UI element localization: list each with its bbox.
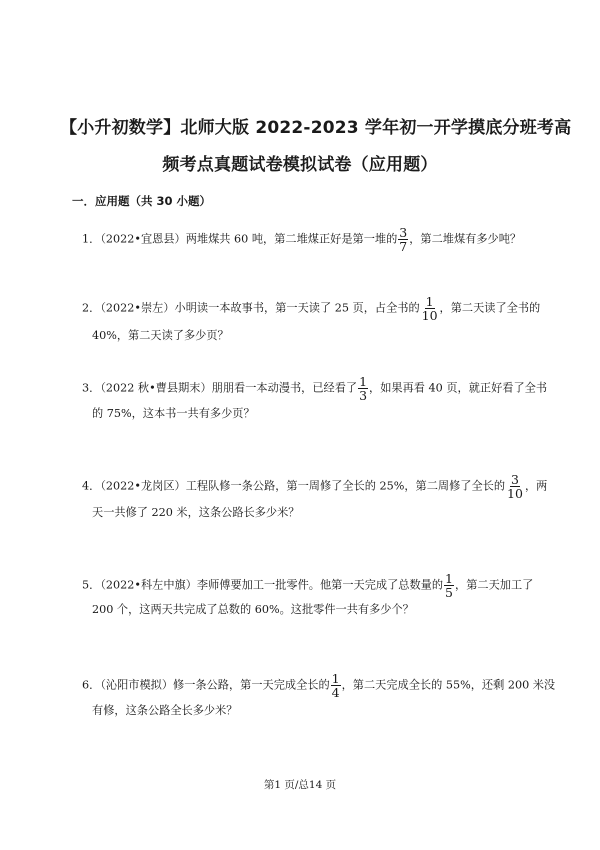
question-text: （2022•科左中旗）李师傅要加工一批零件。他第一天完成了总数量的 xyxy=(100,578,444,592)
fraction-numerator: 1 xyxy=(445,571,453,586)
fraction xyxy=(331,672,341,699)
fraction xyxy=(444,572,454,599)
question-text: ，第二天完成全长的 55%，还剩 200 米没 xyxy=(341,678,556,692)
fraction-numerator: 1 xyxy=(359,374,368,389)
fraction-denominator: 4 xyxy=(331,685,340,700)
question-6-line-1 xyxy=(82,672,555,699)
question-4-line-2: 天一共修了 220 米，这条公路长多少米？ xyxy=(92,506,300,519)
question-5-line-1 xyxy=(82,572,533,599)
question-3-line-1 xyxy=(82,375,547,402)
fraction-numerator: 3 xyxy=(399,225,408,240)
fraction-numerator: 1 xyxy=(331,671,340,686)
question-3-line-2: 的 75%，这本书一共有多少页？ xyxy=(92,407,255,420)
question-4-line-1 xyxy=(82,473,547,500)
question-1-line-1 xyxy=(82,226,521,253)
fraction-denominator: 3 xyxy=(359,388,368,403)
document-title-line-1: 【小升初数学】北师大版 2022-2023 学年初一开学摸底分班考高 xyxy=(60,118,572,138)
question-number: 4． xyxy=(82,479,101,493)
question-number: 2． xyxy=(82,301,101,315)
question-number: 1． xyxy=(82,232,101,246)
question-text: （2022•崇左）小明读一本故事书，第一天读了 25 页，占全书的 xyxy=(100,301,420,315)
fraction-denominator: 7 xyxy=(399,239,408,254)
document-title-line-2: 频考点真题试卷模拟试卷（应用题） xyxy=(162,155,438,175)
question-text: ，两 xyxy=(524,479,548,493)
question-text: ，第二天加工了 xyxy=(455,578,534,592)
question-text: （2022•宜恩县）两堆煤共 60 吨，第二堆煤正好是第一堆的 xyxy=(100,232,398,246)
question-text: （2022•龙岗区）工程队修一条公路，第一周修了全长的 25%，第二周修了全长的 xyxy=(100,479,506,493)
question-text: （2022 秋•曹县期末）朋朋看一本动漫书，已经看了 xyxy=(100,381,358,395)
question-text: ，第二堆煤有多少吨？ xyxy=(409,232,522,246)
question-6-line-2: 有修，这条公路全长多少米？ xyxy=(92,704,238,717)
fraction xyxy=(398,226,408,253)
page-footer: 第1 页/总14 页 xyxy=(263,779,337,791)
fraction xyxy=(421,295,439,322)
fraction-denominator: 10 xyxy=(507,486,523,501)
question-2-line-1 xyxy=(82,295,540,322)
question-text: ，如果再看 40 页，就正好看了全书 xyxy=(369,381,548,395)
fraction-denominator: 10 xyxy=(421,308,438,323)
question-number: 5． xyxy=(82,578,101,592)
question-number: 6． xyxy=(82,678,101,692)
question-text: （沁阳市模拟）修一条公路，第一天完成全长的 xyxy=(100,678,330,692)
question-text: ，第二天读了全书的 xyxy=(439,301,541,315)
question-5-line-2: 200 个，这两天共完成了总数的 60%。这批零件一共有多少个？ xyxy=(92,603,414,616)
fraction-numerator: 1 xyxy=(425,294,434,309)
fraction-denominator: 5 xyxy=(445,585,453,600)
section-heading: 一．应用题（共 30 小题） xyxy=(72,194,212,208)
question-number: 3． xyxy=(82,381,101,395)
fraction xyxy=(358,375,368,402)
fraction-numerator: 3 xyxy=(511,472,519,487)
fraction xyxy=(506,473,524,500)
question-2-line-2: 40%，第二天读了多少页？ xyxy=(92,329,229,342)
